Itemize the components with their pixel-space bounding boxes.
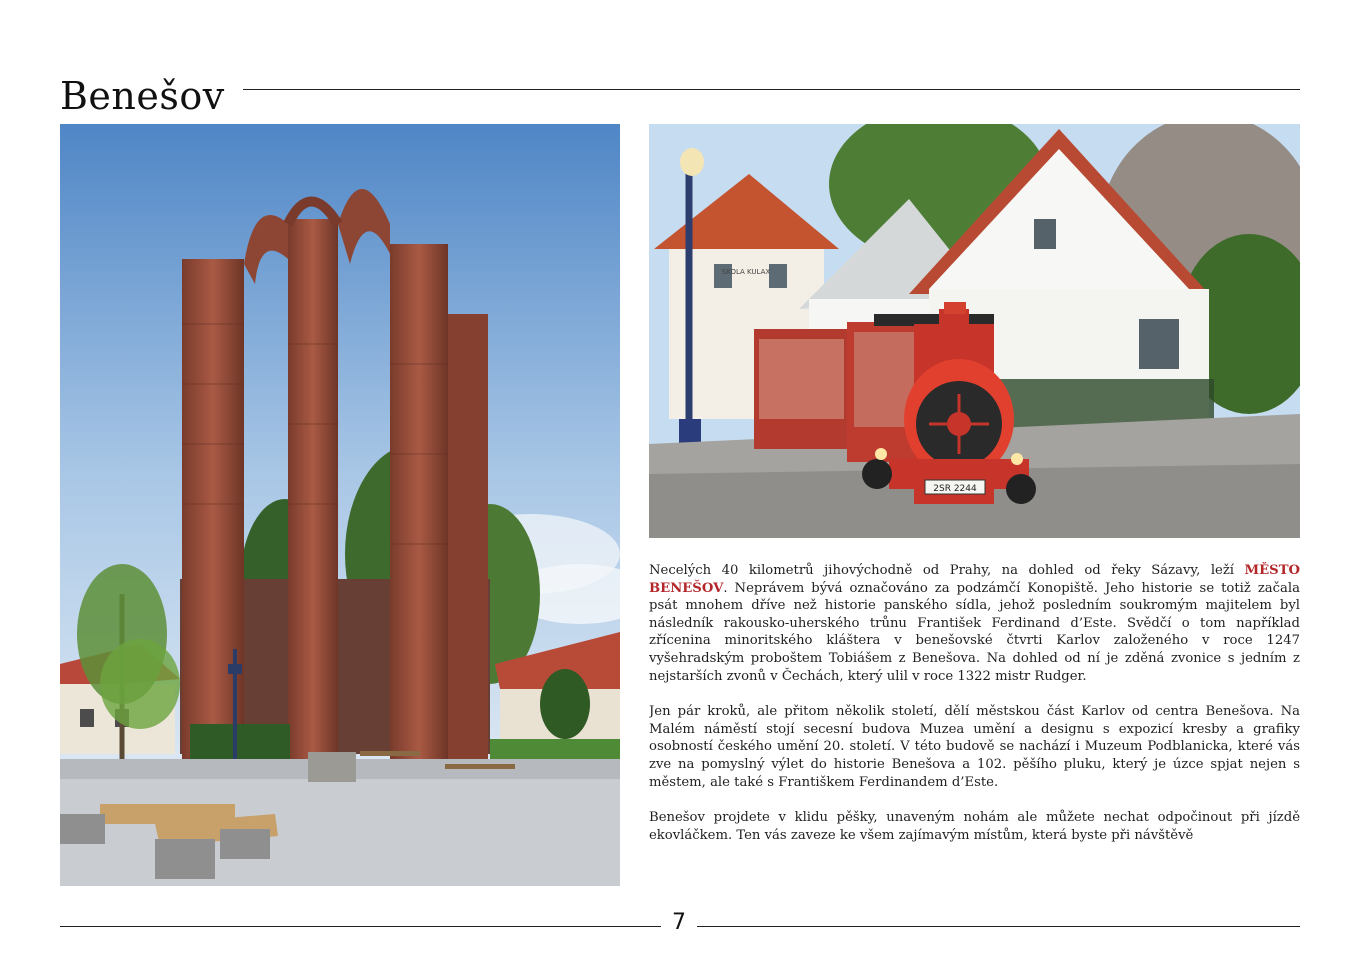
article-body xyxy=(649,562,1300,888)
page-number: 7 xyxy=(672,910,686,935)
train-license-plate: 2SR 2244 xyxy=(933,484,977,494)
page-title: Benešov xyxy=(60,74,225,119)
footer-rule-left xyxy=(60,926,661,927)
eco-train-photo xyxy=(649,124,1300,538)
building-sign: SKOLA KULAX xyxy=(721,268,771,276)
footer-rule-right xyxy=(697,926,1300,927)
paragraph-ekovlacek: Benešov projdete v klidu pěšky, unaveným nohám ale můžete nechat odpočinout při jízdě ekovláčkem. Ten vás zaveze ke všem zajímavým místům, která byste při návštěvě xyxy=(649,810,1300,843)
paragraph-karlov: Jen pár kroků, ale přitom několik století, dělí městskou část Karlov od centra Benešova. Na Malém náměstí stojí secesní budova Muzea umění a designu s expozicí kresby a grafiky osobností českého umění 20. století. V této budově se nachází i Muzeum Podblanicka, které vás zve na pomyslný výlet do historie Benešova a 102. pěšího pluku, který je úzce spjat nejen s městem, ale také s Františkem Ferdinandem d’Este. xyxy=(649,704,1300,790)
paragraph-intro: Necelých 40 kilometrů jihovýchodně od Prahy, na dohled od řeky Sázavy, leží MĚSTO BENEŠOV. Neprávem bývá označováno za podzámčí Konopiště. Jeho historie se totiž začala psát mnohem dříve než historie panského sídla, jehož posledním soukromým majitelem byl následník rakousko-uherského trůnu František Ferdinand d’Este. Svědčí o tom například zřícenina minoritského kláštera v benešovské čtvrti Karlov založeného v roce 1247 vyšehradským proboštem Tobiášem z Benešova. Na dohled od ní je zděná zvonice s jedním z nejstarších zvonů v Čechách, který ulil v roce 1322 mistr Rudger. xyxy=(649,563,1300,684)
monastery-ruin-photo xyxy=(60,124,620,886)
highlight-mesto-benesov: MĚSTO BENEŠOV xyxy=(649,563,1300,596)
title-rule xyxy=(243,89,1300,90)
